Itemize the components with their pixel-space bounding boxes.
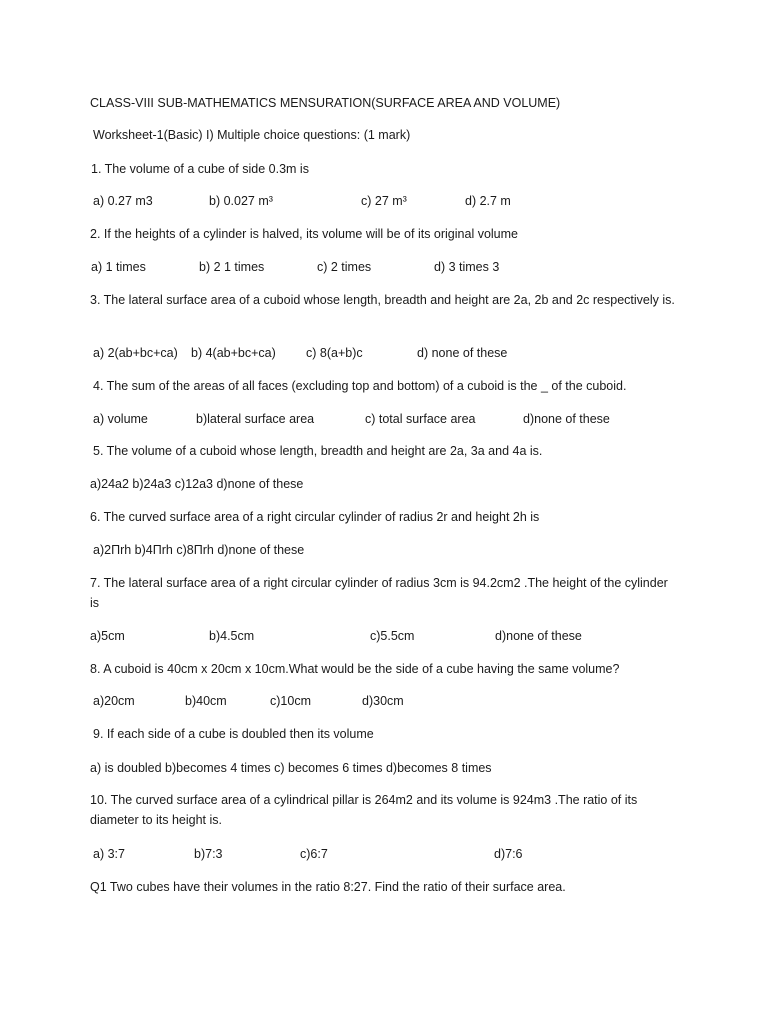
q2-option-a: a) 1 times [91, 260, 146, 274]
q8-option-c: c)10cm [270, 694, 311, 708]
q10-option-b: b)7:3 [194, 847, 223, 861]
q4-option-a: a) volume [93, 412, 148, 426]
question-8: 8. A cuboid is 40cm x 20cm x 10cm.What would be the side of a cube having the same volume? [90, 662, 620, 676]
q3-option-c: c) 8(a+b)c [306, 346, 363, 360]
q2-option-b: b) 2 1 times [199, 260, 265, 274]
question-1: 1. The volume of a cube of side 0.3m is [91, 162, 309, 176]
q8-option-a: a)20cm [93, 694, 135, 708]
q6-options: a)2Πrh b)4Πrh c)8Πrh d)none of these [93, 543, 305, 557]
question-3: 3. The lateral surface area of a cuboid whose length, breadth and height are 2a, 2b and 2c respectively is. [90, 293, 675, 307]
q7-option-d: d)none of these [495, 629, 582, 643]
short-answer-question-1: Q1 Two cubes have their volumes in the ratio 8:27. Find the ratio of their surface area. [90, 880, 566, 894]
q9-options: a) is doubled b)becomes 4 times c) becomes 6 times d)becomes 8 times [90, 761, 492, 775]
worksheet-subheading: Worksheet-1(Basic) I) Multiple choice questions: (1 mark) [93, 128, 411, 142]
q2-option-c: c) 2 times [317, 260, 372, 274]
q3-option-b: b) 4(ab+bc+ca) [191, 346, 276, 360]
worksheet-heading: CLASS-VIII SUB-MATHEMATICS MENSURATION(SURFACE AREA AND VOLUME) [90, 96, 561, 110]
q3-option-a: a) 2(ab+bc+ca) [93, 346, 178, 360]
q4-option-c: c) total surface area [365, 412, 476, 426]
question-6: 6. The curved surface area of a right circular cylinder of radius 2r and height 2h is [90, 510, 540, 524]
q10-option-d: d)7:6 [494, 847, 523, 861]
q1-option-b: b) 0.027 m³ [209, 194, 273, 208]
q10-option-a: a) 3:7 [93, 847, 125, 861]
q7-option-c: c)5.5cm [370, 629, 415, 643]
q1-option-a: a) 0.27 m3 [93, 194, 153, 208]
q3-option-d: d) none of these [417, 346, 508, 360]
q8-option-b: b)40cm [185, 694, 227, 708]
question-2: 2. If the heights of a cylinder is halved, its volume will be of its original volume [90, 227, 518, 241]
q5-options: a)24a2 b)24a3 c)12a3 d)none of these [90, 477, 304, 491]
q8-option-d: d)30cm [362, 694, 404, 708]
q1-option-d: d) 2.7 m [465, 194, 511, 208]
question-7: 7. The lateral surface area of a right circular cylinder of radius 3cm is 94.2cm2 .The height of the cylinder is [90, 576, 668, 610]
q7-option-b: b)4.5cm [209, 629, 255, 643]
question-10: 10. The curved surface area of a cylindrical pillar is 264m2 and its volume is 924m3 .The ratio of its diameter to its height is. [90, 793, 638, 827]
q2-option-d: d) 3 times 3 [434, 260, 500, 274]
q10-option-c: c)6:7 [300, 847, 328, 861]
q7-option-a: a)5cm [90, 629, 125, 643]
question-9: 9. If each side of a cube is doubled then its volume [93, 727, 374, 741]
q1-option-c: c) 27 m³ [361, 194, 407, 208]
question-5: 5. The volume of a cuboid whose length, breadth and height are 2a, 3a and 4a is. [93, 444, 543, 458]
q4-option-b: b)lateral surface area [196, 412, 315, 426]
question-4: 4. The sum of the areas of all faces (excluding top and bottom) of a cuboid is the _ of the cuboid. [93, 379, 627, 393]
q4-option-d: d)none of these [523, 412, 610, 426]
